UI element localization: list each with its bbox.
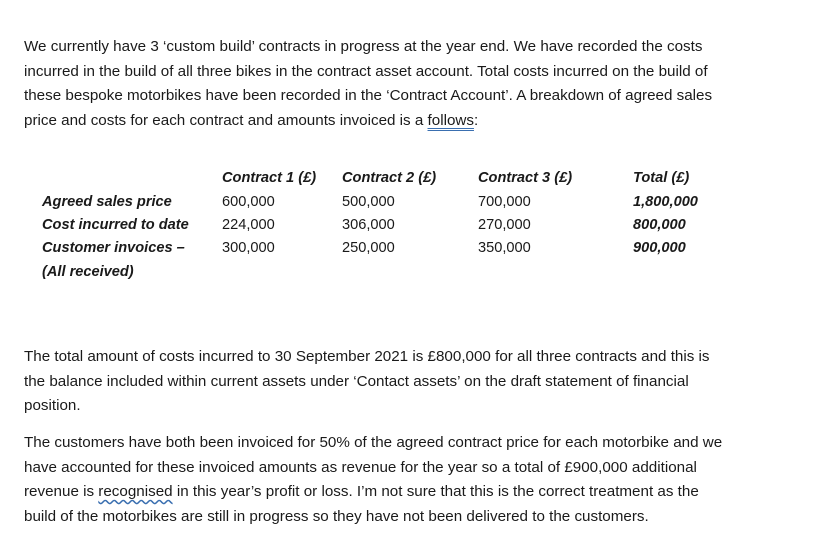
row-label-cost-incurred: Cost incurred to date xyxy=(42,217,189,233)
sales-price-contract-2: 500,000 xyxy=(342,194,395,210)
costs-line-2: the balance included within current assets under ‘Contact assets’ on the draft statement of financial xyxy=(24,372,689,390)
invoices-contract-3: 350,000 xyxy=(478,240,531,256)
revenue-line-4: build of the motorbikes are still in progress so they have not been delivered to the customers. xyxy=(24,507,649,525)
revenue-line-3-start: revenue is xyxy=(24,483,99,501)
sales-price-total: 1,800,000 xyxy=(633,194,698,210)
recognised-spellcheck-word[interactable]: recognised xyxy=(98,483,173,501)
revenue-line-1: The customers have both been invoiced for 50% of the agreed contract price for each motorbike and we xyxy=(24,434,723,451)
intro-line-4 xyxy=(24,109,712,134)
costs-line-1: The total amount of costs incurred to 30 September 2021 is £800,000 for all three contracts and this is xyxy=(24,348,710,365)
invoices-contract-1: 300,000 xyxy=(222,240,275,256)
cost-contract-1: 224,000 xyxy=(222,217,275,233)
intro-line-4-text: price and costs for each contract and amounts invoiced is a xyxy=(24,111,428,129)
invoices-total: 900,000 xyxy=(633,240,686,256)
invoices-contract-2: 250,000 xyxy=(342,240,395,256)
header-contract-1: Contract 1 (£) xyxy=(222,170,317,186)
intro-paragraph xyxy=(24,35,712,133)
row-label-all-received: (All received) xyxy=(42,264,134,280)
follows-flagged-word[interactable]: follows xyxy=(427,111,474,129)
header-contract-2: Contract 2 (£) xyxy=(342,170,437,186)
sales-price-contract-3: 700,000 xyxy=(478,194,531,210)
row-label-customer-invoices: Customer invoices – xyxy=(42,240,185,256)
cost-total: 800,000 xyxy=(633,217,686,233)
revenue-line-3-end: in this year’s profit or loss. I’m not sure that this is the correct treatment as the xyxy=(172,483,699,501)
sales-price-contract-1: 600,000 xyxy=(222,194,275,210)
header-total: Total (£) xyxy=(633,170,690,186)
intro-line-1: We currently have 3 ‘custom build’ contracts in progress at the year end. We have recorded the costs xyxy=(24,38,703,55)
revenue-line-3 xyxy=(24,480,722,505)
costs-line-3: position. xyxy=(24,397,81,415)
costs-paragraph xyxy=(24,345,710,419)
intro-line-2: incurred in the build of all three bikes in the contract asset account. Total costs incurred on the build of xyxy=(24,62,708,80)
revenue-line-2: have accounted for these invoiced amounts as revenue for the year so a total of £900,000 additional xyxy=(24,458,697,476)
intro-line-4-colon: : xyxy=(473,111,479,129)
intro-line-3: these bespoke motorbikes have been recorded in the ‘Contract Account’. A breakdown of agreed sales xyxy=(24,87,713,105)
row-label-sales-price: Agreed sales price xyxy=(42,194,172,210)
revenue-paragraph xyxy=(24,431,722,529)
header-contract-3: Contract 3 (£) xyxy=(478,170,573,186)
cost-contract-3: 270,000 xyxy=(478,217,531,233)
cost-contract-2: 306,000 xyxy=(342,217,395,233)
